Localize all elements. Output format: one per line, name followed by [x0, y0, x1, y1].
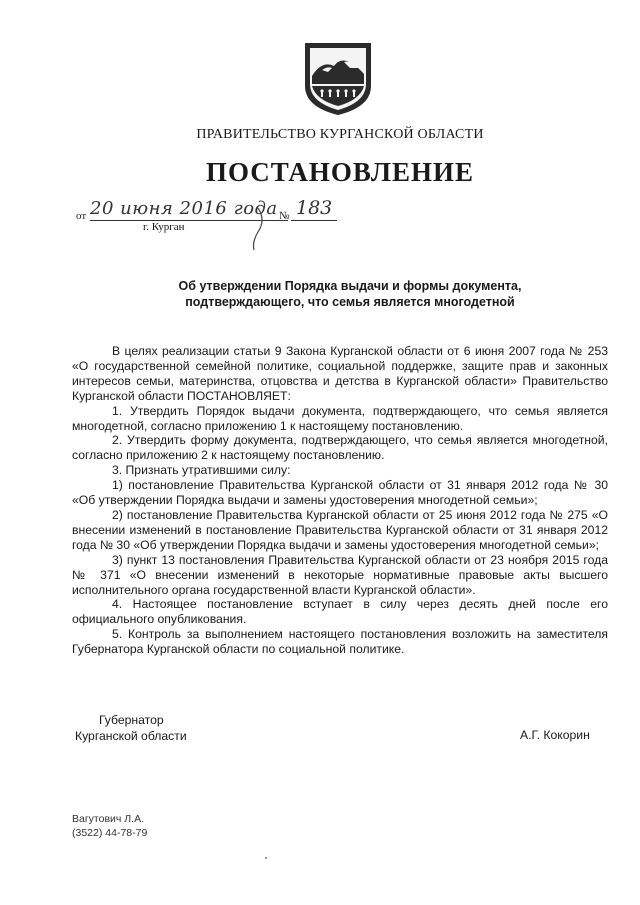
scan-speck [265, 857, 267, 859]
document-body [72, 344, 608, 657]
city-label: г. Курган [143, 221, 185, 233]
handwritten-number: 183 [296, 197, 333, 219]
heading-line-2: подтверждающего, что семья является многодетной [185, 295, 515, 309]
executor-phone: (3522) 44-78-79 [72, 827, 148, 839]
clause-5: 5. Контроль за выполнением настоящего постановления возложить на заместителя Губернатора Курганской области по социальной политике. [72, 627, 608, 657]
signatory-title-line-1: Губернатор [99, 713, 164, 727]
signatory-title [75, 712, 187, 744]
document-heading [140, 278, 560, 310]
handwritten-stroke [240, 206, 270, 252]
executor-name: Вагутович Л.А. [72, 813, 145, 825]
number-label: № [279, 210, 290, 222]
document-type: ПОСТАНОВЛЕНИЕ [205, 157, 475, 187]
intro-paragraph: В целях реализации статьи 9 Закона Курганской области от 6 июня 2007 года № 253 «О государственной семейной политике, социальной поддержке, защите прав и законных интересов семьи, материнства, отцовства и детства в Курганской области» Правительство Курганской области ПОСТАНОВЛЯЕТ: [72, 344, 608, 403]
clause-3-1: 1) постановление Правительства Курганской области от 31 января 2012 года № 30 «Об утверждении Порядка выдачи и замены удостоверения многодетной семьи»; [72, 478, 608, 508]
executor-block [72, 812, 147, 840]
clause-2: 2. Утвердить форму документа, подтверждающего, что семья является многодетной, согласно приложению 2 к настоящему постановлению. [72, 433, 608, 463]
clause-3-2: 2) постановление Правительства Курганской области от 25 июня 2012 года № 275 «О внесении изменений в постановление Правительства Курганской области от 31 января 2012 года № 30 «Об утверждении Порядка выдачи и замены удостоверения многодетной семьи»; [72, 507, 608, 552]
clause-3-3: 3) пункт 13 постановления Правительства Курганской области от 23 ноября 2015 года № 371 «О внесении изменений в некоторые нормативные правовые акты высшего исполнительного органа государственной власти Курганской области». [72, 552, 608, 597]
clause-3: 3. Признать утратившими силу: [112, 463, 291, 478]
government-title: ПРАВИТЕЛЬСТВО КУРГАНСКОЙ ОБЛАСТИ [196, 127, 484, 142]
number-underline [291, 220, 337, 221]
heading-line-1: Об утверждении Порядка выдачи и формы документа, [178, 279, 522, 293]
from-label: от [76, 210, 87, 222]
signatory-title-line-2: Курганской области [75, 729, 187, 743]
clause-4: 4. Настоящее постановление вступает в силу через десять дней после его официального опубликования. [72, 597, 608, 627]
clause-1: 1. Утвердить Порядок выдачи документа, подтверждающего, что семья является многодетной, согласно приложению 1 к настоящему постановлению. [72, 403, 608, 433]
kurgan-coat-of-arms-icon [300, 40, 376, 116]
signatory-name: А.Г. Кокорин [520, 728, 590, 742]
handwritten-date: 20 июня 2016 года [90, 198, 278, 219]
